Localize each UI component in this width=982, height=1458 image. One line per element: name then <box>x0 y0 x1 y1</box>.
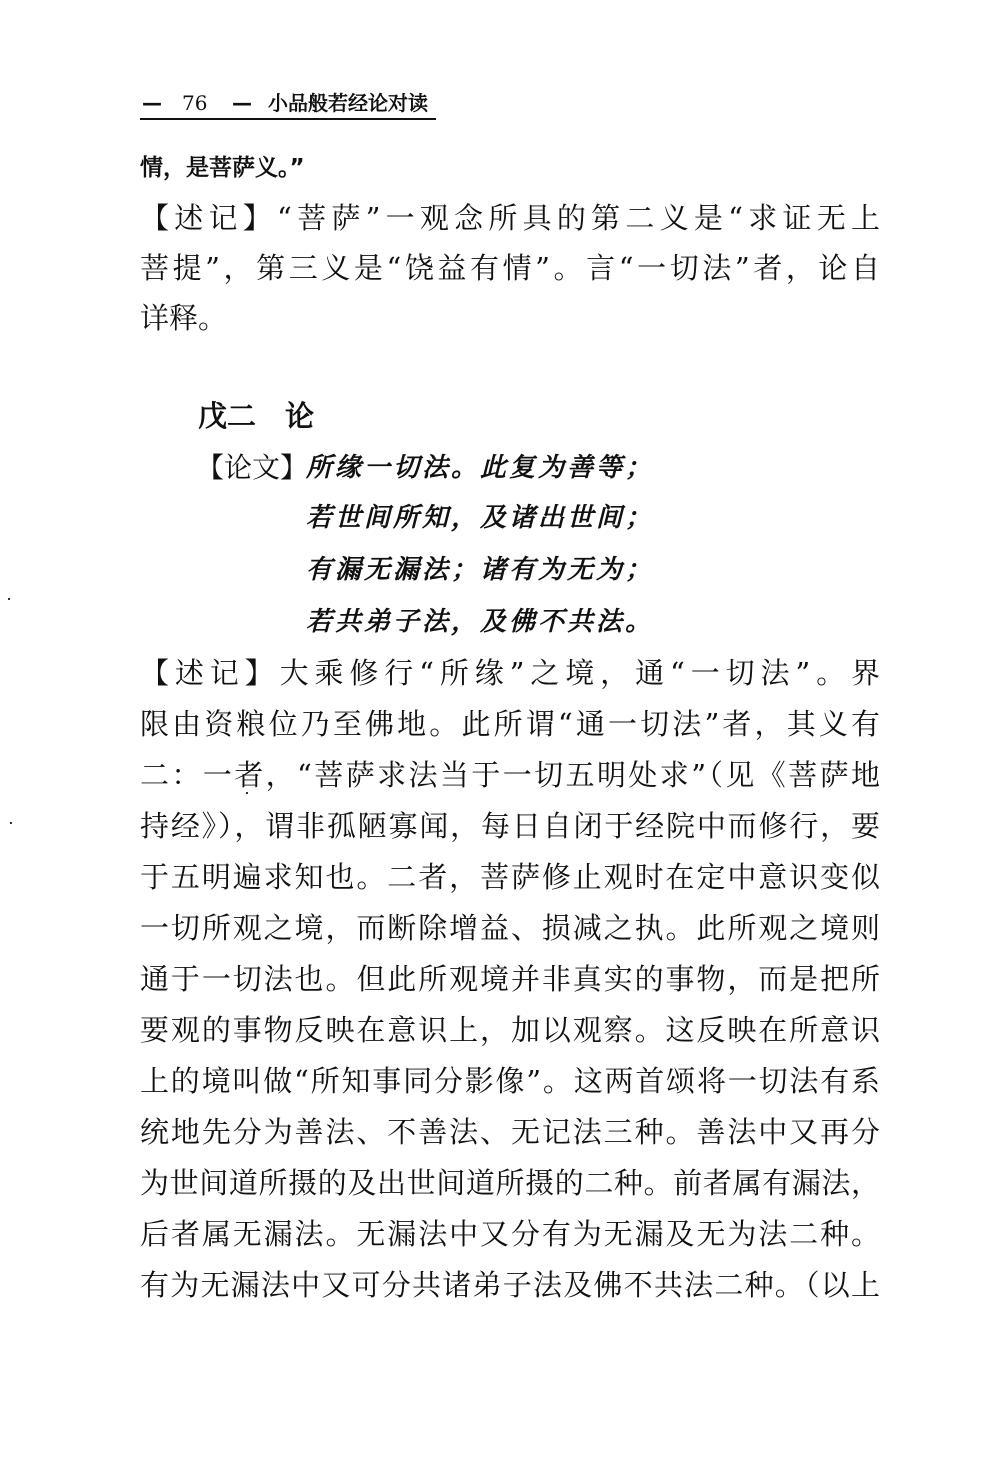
paragraph-line: 菩提”，第三义是“饶益有情”。言“一切法”者，论自 <box>140 251 880 285</box>
paragraph-line: 于五明遍求知也。二者，菩萨修止观时在定中意识变似 <box>140 860 880 894</box>
verse-line: 有漏无漏法；诸有为无为； <box>306 555 655 585</box>
section-heading: 戊二 论 <box>198 399 315 433</box>
verse-line: 若世间所知，及诸出世间； <box>306 503 655 533</box>
running-header <box>140 90 436 120</box>
verse-line: 所缘一切法。此复为善等； <box>306 453 655 483</box>
verse-line: 若共弟子法，及佛不共法。 <box>306 607 655 637</box>
paragraph-line: 统地先分为善法、不善法、无记法三种。善法中又再分 <box>140 1115 880 1149</box>
scan-speck <box>10 822 12 824</box>
header-dash-right: — <box>232 91 252 115</box>
scan-speck <box>8 598 10 600</box>
paragraph-line: 【述记】大乘修行“所缘”之境，通“一切法”。界 <box>140 656 880 690</box>
paragraph-line: 【述记】“菩萨”一观念所具的第二义是“求证无上 <box>140 201 880 235</box>
paragraph-line: 持经》），谓非孤陋寡闻，每日自闭于经院中而修行，要 <box>140 809 880 843</box>
continued-line: 情，是菩萨义。” <box>140 155 305 181</box>
book-title: 小品般若经论对读 <box>268 91 428 115</box>
paragraph-line: 为世间道所摄的及出世间道所摄的二种。前者属有漏法， <box>140 1166 880 1200</box>
verse-label: 【论文】 <box>196 451 309 484</box>
paragraph-line: 二：一者，“菩萨求法当于一切五明处求”（见《菩萨地 <box>140 758 880 792</box>
paragraph-line: 通于一切法也。但此所观境并非真实的事物，而是把所 <box>140 962 880 996</box>
paragraph-line: 一切所观之境，而断除增益、损减之执。此所观之境则 <box>140 911 880 945</box>
paragraph-line: 限由资粮位乃至佛地。此所谓“通一切法”者，其义有 <box>140 707 880 741</box>
paragraph-line: 后者属无漏法。无漏法中又分有为无漏及无为法二种。 <box>140 1217 880 1251</box>
page-number: 76 <box>182 91 208 115</box>
header-dash-left: — <box>142 91 162 115</box>
scan-speck <box>246 792 248 794</box>
paragraph-line: 详释。 <box>140 301 228 335</box>
paragraph-line: 有为无漏法中又可分共诸弟子法及佛不共法二种。（以上 <box>140 1268 880 1302</box>
paragraph-line: 上的境叫做“所知事同分影像”。这两首颂将一切法有系 <box>140 1064 880 1098</box>
paragraph-line: 要观的事物反映在意识上，加以观察。这反映在所意识 <box>140 1013 880 1047</box>
